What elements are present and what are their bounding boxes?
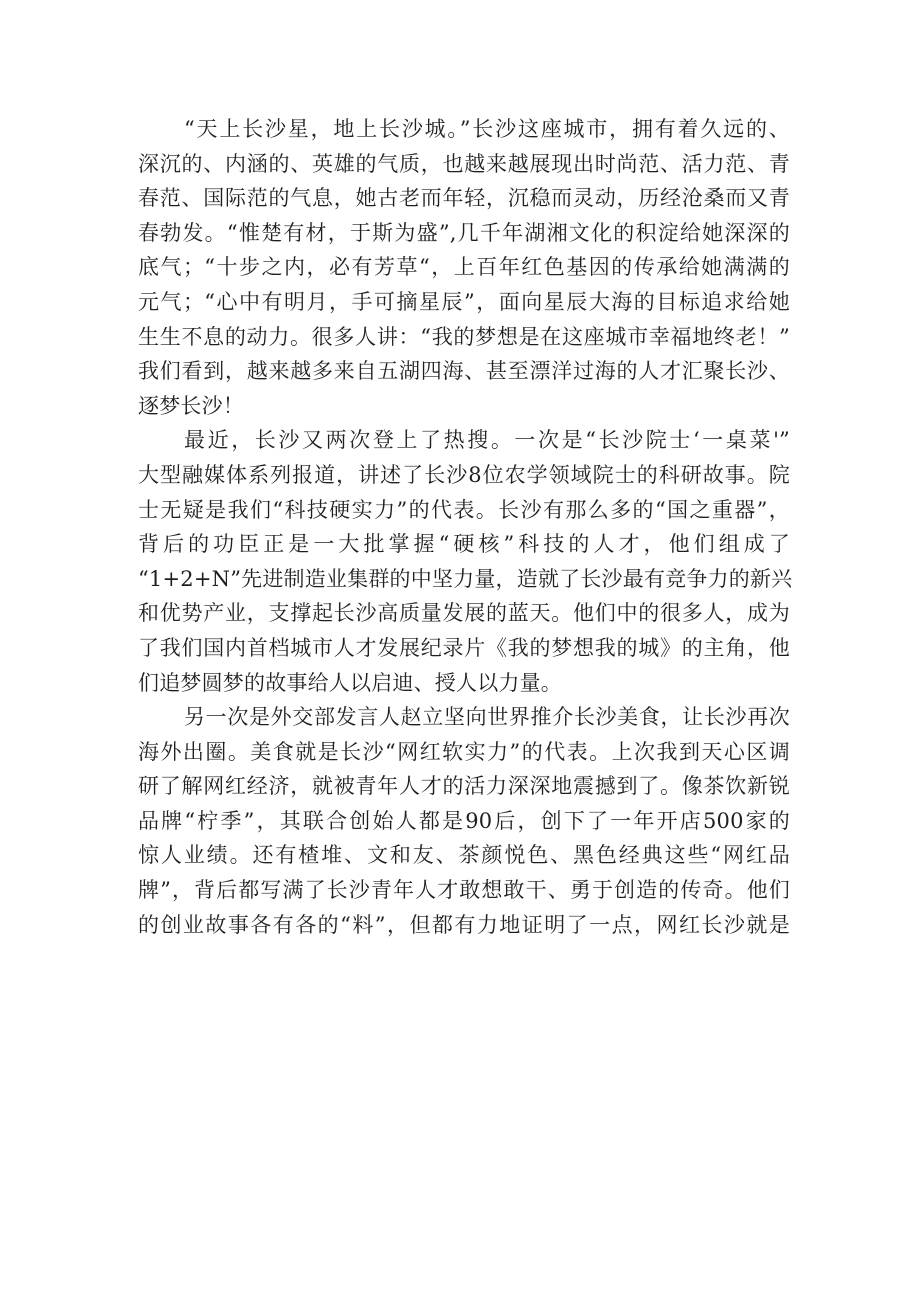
text-line: 背后的功臣正是一大批掌握“硬核”科技的人才，他们组成了 <box>138 532 790 557</box>
text-line: 逐梦长沙！ <box>138 393 244 418</box>
text-line: 春勃发。“惟楚有材，于斯为盛”,几千年湖湘文化的积淀给她深深的 <box>138 220 790 245</box>
text-line: 牌”，背后都写满了长沙青年人才敢想敢干、勇于创造的传奇。他们 <box>138 878 790 903</box>
text-line: 品牌“柠季”，其联合创始人都是90后，创下了一年开店500家的 <box>138 808 790 833</box>
text-line: 海外出圈。美食就是长沙“网红软实力”的代表。上次我到天心区调 <box>138 739 790 764</box>
text-line: 大型融媒体系列报道，讲述了长沙8位农学领域院士的科研故事。院 <box>138 462 790 487</box>
text-line: 元气；“心中有明月，手可摘星辰”，面向星辰大海的目标追求给她 <box>138 289 790 314</box>
text-line: 底气；“十步之内，必有芳草“，上百年红色基因的传承给她满满的 <box>138 255 790 280</box>
text-line: 另一次是外交部发言人赵立坚向世界推介长沙美食，让长沙再次 <box>184 705 790 730</box>
text-line: 最近，长沙又两次登上了热搜。一次是“长沙院士‘一桌菜'” <box>184 428 790 453</box>
text-line: 生生不息的动力。很多人讲：“我的梦想是在这座城市幸福地终老！” <box>138 324 790 349</box>
text-line: 和优势产业，支撑起长沙高质量发展的蓝天。他们中的很多人，成为 <box>138 601 790 626</box>
paragraph-3 <box>138 700 790 942</box>
text-line: 惊人业绩。还有楂堆、文和友、茶颜悦色、黑色经典这些“网红品 <box>138 843 790 868</box>
text-line: 研了解网红经济，就被青年人才的活力深深地震撼到了。像茶饮新锐 <box>138 774 790 799</box>
text-line: “1+2+N”先进制造业集群的中坚力量，造就了长沙最有竞争力的新兴 <box>138 566 793 591</box>
paragraph-2 <box>138 423 793 700</box>
text-line: 了我们国内首档城市人才发展纪录片《我的梦想我的城》的主角，他 <box>138 635 790 660</box>
paragraph-1 <box>138 112 790 423</box>
text-line: 士无疑是我们“科技硬实力”的代表。长沙有那么多的“国之重器”， <box>138 497 790 522</box>
text-line: 的创业故事各有各的“料”，但都有力地证明了一点，网红长沙就是 <box>138 912 790 937</box>
text-line: 我们看到，越来越多来自五湖四海、甚至漂洋过海的人才汇聚长沙、 <box>138 359 790 384</box>
text-line: 们追梦圆梦的故事给人以启迪、授人以力量。 <box>138 670 562 695</box>
text-line: 春范、国际范的气息，她古老而年轻，沉稳而灵动，历经沧桑而又青 <box>138 186 790 211</box>
document-body <box>138 112 793 942</box>
text-line: 深沉的、内涵的、英雄的气质，也越来越展现出时尚范、活力范、青 <box>138 151 790 176</box>
text-line: “天上长沙星，地上长沙城。”长沙这座城市，拥有着久远的、 <box>184 117 790 141</box>
